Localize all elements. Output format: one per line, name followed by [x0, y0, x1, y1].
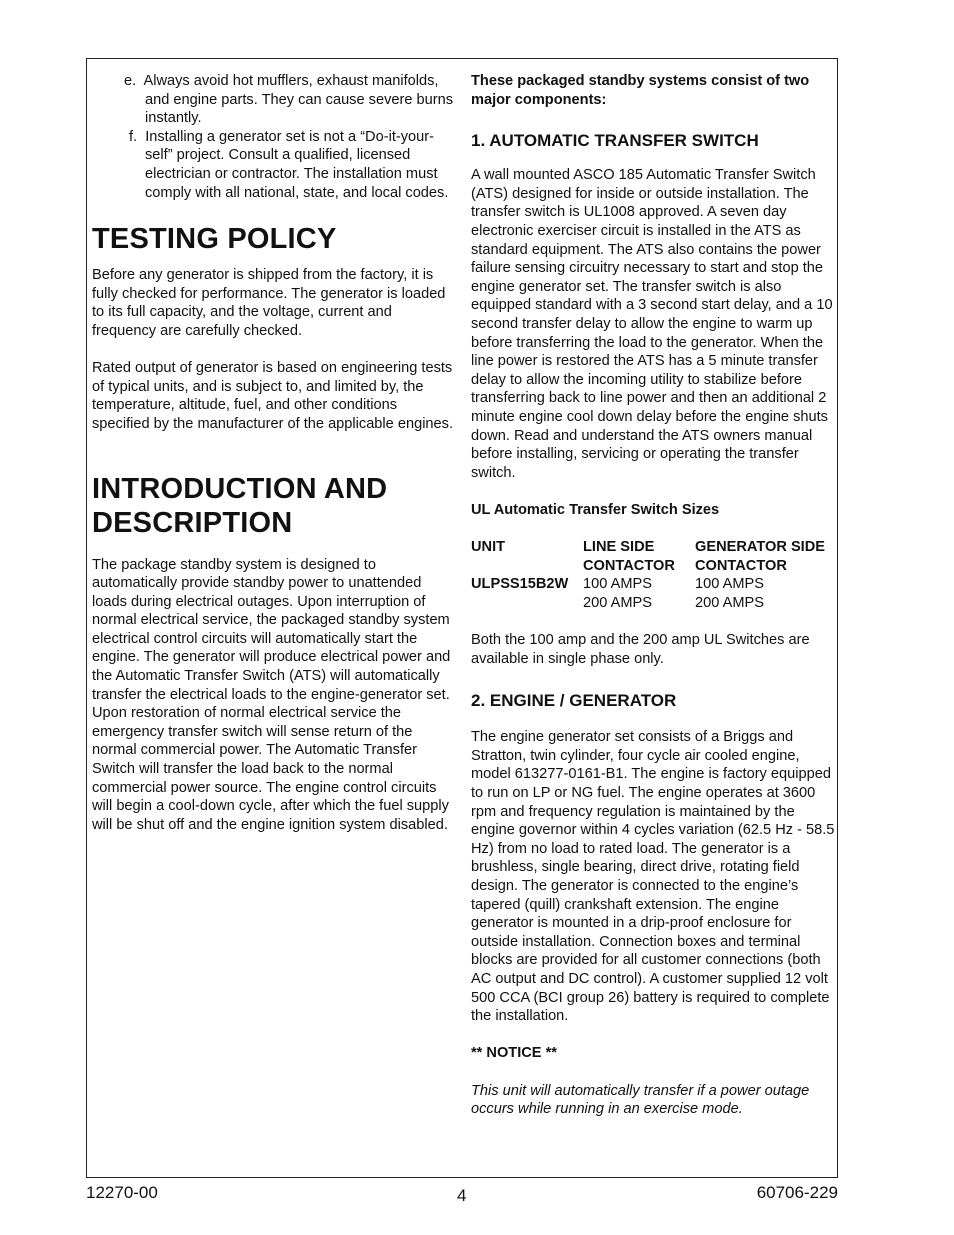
- introduction-heading: [92, 472, 457, 540]
- list-item: [108, 128, 457, 202]
- page-number: 4: [457, 1186, 467, 1205]
- right-column: [471, 72, 836, 1119]
- table-cell: 100 AMPS: [583, 576, 652, 593]
- table-cell: [471, 594, 583, 613]
- testing-policy-heading: TESTING POLICY: [92, 223, 337, 256]
- table-header-row: [471, 538, 836, 575]
- table-row: [471, 594, 836, 613]
- notice-text: This unit will automatically transfer if a power outage occurs while running in an exercise mode.: [471, 1082, 810, 1118]
- testing-paragraph-1: Before any generator is shipped from the factory, it is fully checked for performance. The generator is loaded to its full capacity, and the voltage, current and frequency are carefully checked.: [92, 267, 446, 339]
- ats-sizes-heading: UL Automatic Transfer Switch Sizes: [471, 501, 720, 518]
- footer-right-code: 60706-229: [756, 1183, 838, 1202]
- introduction-heading-line-2: DESCRIPTION: [92, 506, 293, 539]
- footer-left-code: 12270-00: [86, 1183, 158, 1202]
- table-header-generator-side: GENERATOR SIDE CONTACTOR: [695, 539, 826, 574]
- table-header-unit: UNIT: [471, 539, 506, 556]
- testing-paragraph-2: Rated output of generator is based on engineering tests of typical units, and is subject to, and limited by, the temperature, altitude, fuel, and other conditions specified by the manufacturer of the applicable engines.: [92, 360, 454, 432]
- introduction-heading-line-1: INTRODUCTION AND: [92, 472, 388, 505]
- left-column: [92, 72, 457, 834]
- safety-list: [108, 72, 457, 202]
- list-item-text: Installing a generator set is not a “Do-it-your-self” project. Consult a qualified, licensed electrician or contractor. The installation must comply with all national, state, and local codes.: [145, 128, 449, 201]
- list-marker: e.: [124, 73, 137, 89]
- list-item: [108, 72, 457, 128]
- table-cell: 200 AMPS: [695, 594, 764, 611]
- ats-sizes-note: Both the 100 amp and the 200 amp UL Switches are available in single phase only.: [471, 632, 810, 667]
- engine-generator-paragraph: The engine generator set consists of a Briggs and Stratton, twin cylinder, four cycle air cooled engine, model 613277-0161-B1. The engine is factory equipped to run on LP or NG fuel. The engine operates at 3600 rpm and frequency regulation is maintained by the engine governor within 4 cycles variation (62.5 Hz - 58.5 Hz) from no load to rated load. The generator is a brushless, single bearing, direct drive, rotating field design. The generator is connected to the engine’s tapered (quill) crankshaft extension. The engine generator is mounted in a drip-proof enclosure for outside installation. Connection boxes and terminal blocks are provided for all customer connections (both AC output and DC control). A customer supplied 12 volt 500 CCA (BCI group 26) battery is required to complete the installation.: [471, 729, 835, 1025]
- notice-heading: ** NOTICE **: [471, 1045, 557, 1062]
- engine-generator-heading: 2. ENGINE / GENERATOR: [471, 691, 677, 711]
- table-cell: ULPSS15B2W: [471, 576, 569, 593]
- components-lead: These packaged standby systems consist of two major components:: [471, 73, 810, 108]
- table-cell: 200 AMPS: [583, 594, 652, 611]
- introduction-paragraph: The package standby system is designed to automatically provide standby power to unattended loads during electrical outages. Upon interruption of normal electrical service, the packaged standby system electrical control circuits will automatically start the engine. The generator will produce electrical power and the Automatic Transfer Switch (ATS) will automatically transfer the electrical loads to the engine-generator set. Upon restoration of normal electrical service the emergency transfer switch will sense return of the normal commercial power. The Automatic Transfer Switch will transfer the load back to the normal commercial power source. The engine control circuits will begin a cool-down cycle, after which the fuel supply will be shut off and the engine ignition system disabled.: [92, 556, 451, 833]
- ats-sizes-table: [471, 538, 836, 612]
- ats-heading: 1. AUTOMATIC TRANSFER SWITCH: [471, 131, 759, 151]
- table-cell: 100 AMPS: [695, 576, 764, 593]
- ats-paragraph: A wall mounted ASCO 185 Automatic Transfer Switch (ATS) designed for inside or outside installation. The transfer switch is UL1008 approved. A seven day electronic exerciser circuit is installed in the ATS as standard equipment. The ATS also contains the power failure sensing circuitry necessary to start and stop the engine generator set. The transfer switch is also equipped standard with a 3 second start delay, and a 10 second transfer delay to allow the engine to warm up before transferring the load to the generator. When the line power is restored the ATS has a 5 minute transfer delay to allow the incoming utility to stabilize before transferring back to line power and then an additional 2 minute engine cool down delay before the engine shuts down. Read and understand the ATS owners manual before installing, servicing or operating the transfer switch.: [471, 167, 833, 481]
- list-item-text: Always avoid hot mufflers, exhaust manifolds, and engine parts. They can cause severe burns instantly.: [143, 73, 454, 127]
- table-row: [471, 575, 836, 594]
- table-header-line-side: LINE SIDE CONTACTOR: [583, 539, 675, 574]
- list-marker: f.: [129, 128, 138, 145]
